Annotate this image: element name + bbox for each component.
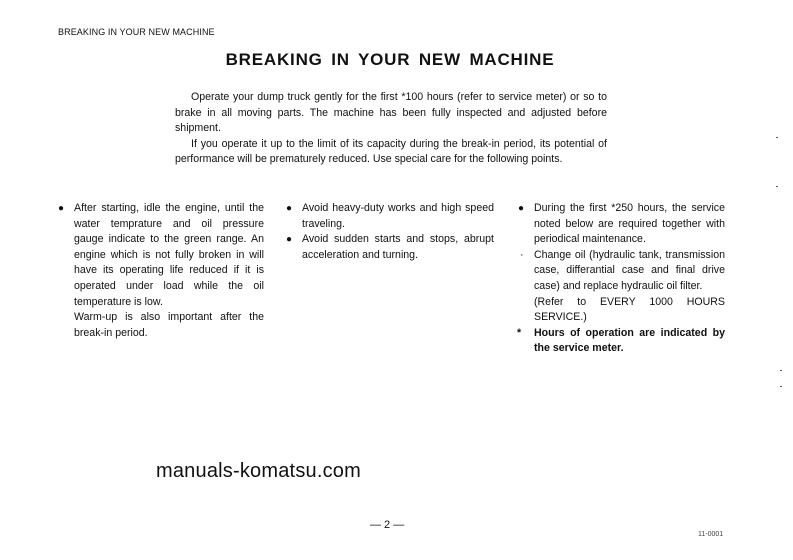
margin-dot: [780, 370, 782, 371]
margin-dot: [776, 137, 778, 138]
page-number: — 2 —: [370, 519, 405, 531]
item-continuation: [58, 310, 264, 341]
intro-section: [175, 90, 607, 168]
footnote: [518, 326, 725, 357]
sub-item: [518, 248, 725, 295]
list-item: [518, 201, 725, 248]
page-code: 11-0001: [698, 531, 724, 538]
intro-paragraph-1: Operate your dump truck gently for the first *100 hours (refer to service meter) or so to brake in all moving parts. The machine has been fully inspected and adjusted before shipment.: [175, 91, 607, 135]
asterisk-icon: *: [517, 326, 522, 339]
column-2: [286, 201, 494, 263]
sub-item-text: Change oil (hydraulic tank, transmission case, differantial case and final drive case) and replace hydraulic oil filter.: [534, 248, 725, 292]
column-3: [518, 201, 725, 357]
page-title: BREAKING IN YOUR NEW MACHINE: [225, 50, 555, 69]
bullet-icon: ●: [518, 203, 525, 214]
footnote-text: Hours of operation are indicated by the service meter.: [534, 326, 725, 355]
item-text: During the first *250 hours, the service noted below are required together with periodical maintenance.: [534, 202, 725, 246]
bullet-icon: ●: [286, 203, 293, 214]
dash-icon: ·: [520, 248, 524, 261]
list-item: [286, 201, 494, 232]
margin-dot: [780, 386, 782, 387]
column-1: [58, 201, 264, 341]
bullet-icon: ●: [58, 203, 65, 214]
item-continuation-text: Warm-up is also important after the break-in period.: [74, 311, 264, 339]
sub-item-reference: [518, 295, 725, 326]
item-text: Avoid heavy-duty works and high speed traveling.: [302, 202, 494, 230]
item-text: After starting, idle the engine, until the water temprature and oil pressure gauge indicate to the green range. An engine which is not fully broken in will have its operating life reduced if it is operated under load while the oil temperature is low.: [74, 202, 264, 308]
intro-paragraph-2: If you operate it up to the limit of its capacity during the break-in period, its potential of performance will be prematurely reduced. Use special care for the following points.: [175, 137, 607, 166]
sub-item-reference-text: (Refer to EVERY 1000 HOURS SERVICE.): [534, 295, 725, 324]
watermark-link[interactable]: manuals-komatsu.com: [156, 460, 361, 482]
list-item: [286, 232, 494, 263]
list-item: [58, 201, 264, 310]
running-header: BREAKING IN YOUR NEW MACHINE: [58, 27, 215, 37]
item-text: Avoid sudden starts and stops, abrupt acceleration and turning.: [302, 233, 494, 261]
margin-dot: [776, 186, 778, 187]
bullet-icon: ●: [286, 234, 293, 246]
